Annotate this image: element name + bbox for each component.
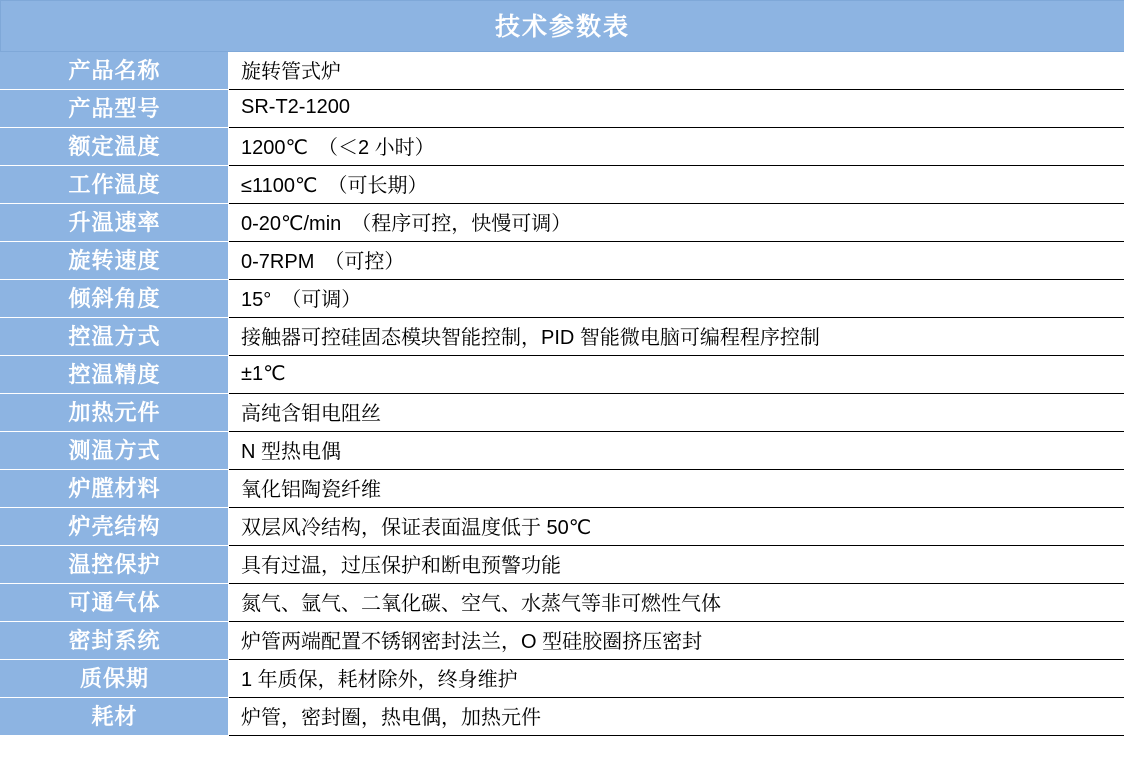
table-row (1, 470, 1124, 508)
row-value: 具有过温，过压保护和断电预警功能 (229, 546, 1124, 584)
table-row (1, 52, 1124, 90)
table-row (1, 508, 1124, 546)
row-label: 产品型号 (1, 90, 229, 128)
table-row (1, 204, 1124, 242)
row-label: 测温方式 (1, 432, 229, 470)
row-value: SR-T2-1200 (229, 90, 1124, 128)
row-value: N 型热电偶 (229, 432, 1124, 470)
row-value: 氮气、氩气、二氧化碳、空气、水蒸气等非可燃性气体 (229, 584, 1124, 622)
row-value: 0-20℃/min （程序可控，快慢可调） (229, 204, 1124, 242)
row-value: 15° （可调） (229, 280, 1124, 318)
row-label: 额定温度 (1, 128, 229, 166)
row-label: 倾斜角度 (1, 280, 229, 318)
table-body (1, 1, 1124, 736)
row-label: 产品名称 (1, 52, 229, 90)
row-value: 0-7RPM （可控） (229, 242, 1124, 280)
row-label: 升温速率 (1, 204, 229, 242)
row-value: ≤1100℃ （可长期） (229, 166, 1124, 204)
row-value: 双层风冷结构，保证表面温度低于 50℃ (229, 508, 1124, 546)
table-title-row (1, 1, 1124, 52)
table-row (1, 394, 1124, 432)
row-value: 炉管，密封圈，热电偶，加热元件 (229, 698, 1124, 736)
row-label: 炉壳结构 (1, 508, 229, 546)
table-row (1, 280, 1124, 318)
row-label: 加热元件 (1, 394, 229, 432)
row-value: 炉管两端配置不锈钢密封法兰，O 型硅胶圈挤压密封 (229, 622, 1124, 660)
table-row (1, 432, 1124, 470)
row-label: 温控保护 (1, 546, 229, 584)
table-row (1, 584, 1124, 622)
row-value: 接触器可控硅固态模块智能控制，PID 智能微电脑可编程程序控制 (229, 318, 1124, 356)
row-label: 质保期 (1, 660, 229, 698)
table-row (1, 90, 1124, 128)
row-label: 密封系统 (1, 622, 229, 660)
row-value: 高纯含钼电阻丝 (229, 394, 1124, 432)
table-row (1, 698, 1124, 736)
table-row (1, 242, 1124, 280)
row-value: ±1℃ (229, 356, 1124, 394)
row-label: 旋转速度 (1, 242, 229, 280)
table-row (1, 318, 1124, 356)
row-value: 氧化铝陶瓷纤维 (229, 470, 1124, 508)
row-value: 1 年质保，耗材除外，终身维护 (229, 660, 1124, 698)
table-title: 技术参数表 (1, 1, 1124, 52)
table-row (1, 622, 1124, 660)
row-label: 控温方式 (1, 318, 229, 356)
table-row (1, 128, 1124, 166)
table-row (1, 546, 1124, 584)
row-value: 1200℃ （＜2 小时） (229, 128, 1124, 166)
row-value: 旋转管式炉 (229, 52, 1124, 90)
row-label: 炉膛材料 (1, 470, 229, 508)
table-row (1, 660, 1124, 698)
row-label: 工作温度 (1, 166, 229, 204)
row-label: 可通气体 (1, 584, 229, 622)
row-label: 耗材 (1, 698, 229, 736)
table-row (1, 356, 1124, 394)
row-label: 控温精度 (1, 356, 229, 394)
table-row (1, 166, 1124, 204)
